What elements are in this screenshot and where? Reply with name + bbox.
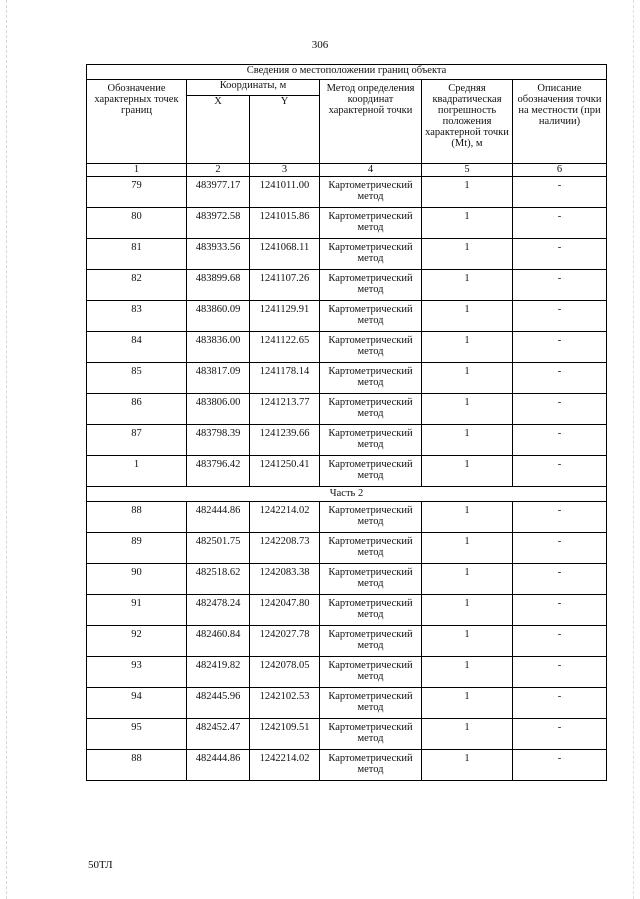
coord-y-cell: 1242027.78: [250, 626, 320, 657]
point-designation-cell: 83: [87, 301, 187, 332]
column-number: 3: [250, 164, 320, 177]
mean-error-cell: 1: [422, 657, 513, 688]
method-cell: Картометрический метод: [320, 533, 422, 564]
coord-x-cell: 483796.42: [187, 456, 250, 487]
coord-y-cell: 1241122.65: [250, 332, 320, 363]
coord-x-cell: 483972.58: [187, 208, 250, 239]
coord-x-cell: 482444.86: [187, 502, 250, 533]
mean-error-cell: 1: [422, 239, 513, 270]
point-description-cell: -: [513, 270, 607, 301]
coord-y-cell: 1242078.05: [250, 657, 320, 688]
table-row: [87, 626, 607, 657]
coord-x-cell: 482444.86: [187, 750, 250, 781]
point-description-cell: -: [513, 502, 607, 533]
mean-error-cell: 1: [422, 425, 513, 456]
coord-y-cell: 1241239.66: [250, 425, 320, 456]
coord-x-cell: 483817.09: [187, 363, 250, 394]
footer-code: 50ТЛ: [88, 859, 113, 871]
point-designation-cell: 92: [87, 626, 187, 657]
coord-x-cell: 483836.00: [187, 332, 250, 363]
table-row: [87, 332, 607, 363]
point-description-cell: -: [513, 332, 607, 363]
table-row: [87, 301, 607, 332]
coord-y-cell: 1242208.73: [250, 533, 320, 564]
column-number: 5: [422, 164, 513, 177]
method-cell: Картометрический метод: [320, 719, 422, 750]
column-number: 4: [320, 164, 422, 177]
mean-error-cell: 1: [422, 688, 513, 719]
coord-x-cell: 482445.96: [187, 688, 250, 719]
point-description-cell: -: [513, 719, 607, 750]
mean-error-cell: 1: [422, 301, 513, 332]
point-designation-cell: 91: [87, 595, 187, 626]
point-description-cell: -: [513, 688, 607, 719]
method-cell: Картометрический метод: [320, 239, 422, 270]
mean-error-cell: 1: [422, 177, 513, 208]
method-cell: Картометрический метод: [320, 208, 422, 239]
coord-x-cell: 482452.47: [187, 719, 250, 750]
coord-y-cell: 1242102.53: [250, 688, 320, 719]
header-description: Описание обозначения точки на местности (при наличии): [513, 80, 607, 164]
mean-error-cell: 1: [422, 750, 513, 781]
coord-x-cell: 483933.56: [187, 239, 250, 270]
point-designation-cell: 80: [87, 208, 187, 239]
mean-error-cell: 1: [422, 332, 513, 363]
table-row: [87, 239, 607, 270]
table-row: [87, 595, 607, 626]
coord-y-cell: 1241178.14: [250, 363, 320, 394]
point-designation-cell: 84: [87, 332, 187, 363]
page-edge-right: [633, 0, 634, 899]
point-description-cell: -: [513, 177, 607, 208]
point-description-cell: -: [513, 425, 607, 456]
coord-y-cell: 1242083.38: [250, 564, 320, 595]
mean-error-cell: 1: [422, 564, 513, 595]
method-cell: Картометрический метод: [320, 626, 422, 657]
part-label: Часть 2: [87, 487, 607, 502]
column-number: 1: [87, 164, 187, 177]
table-row: [87, 394, 607, 425]
point-designation-cell: 93: [87, 657, 187, 688]
coord-x-cell: 483860.09: [187, 301, 250, 332]
table-row: [87, 208, 607, 239]
point-designation-cell: 1: [87, 456, 187, 487]
boundary-table: [86, 64, 607, 781]
page-number: 306: [311, 39, 329, 51]
mean-error-cell: 1: [422, 533, 513, 564]
coord-y-cell: 1242214.02: [250, 502, 320, 533]
point-description-cell: -: [513, 564, 607, 595]
point-designation-cell: 88: [87, 502, 187, 533]
column-number-row: [87, 164, 607, 177]
coord-x-cell: 482518.62: [187, 564, 250, 595]
coord-y-cell: 1241068.11: [250, 239, 320, 270]
point-description-cell: -: [513, 750, 607, 781]
point-designation-cell: 89: [87, 533, 187, 564]
coord-y-cell: 1242214.02: [250, 750, 320, 781]
table-title: Сведения о местоположении границ объекта: [87, 65, 607, 80]
method-cell: Картометрический метод: [320, 750, 422, 781]
point-description-cell: -: [513, 208, 607, 239]
table-row: [87, 177, 607, 208]
point-designation-cell: 86: [87, 394, 187, 425]
method-cell: Картометрический метод: [320, 363, 422, 394]
point-description-cell: -: [513, 456, 607, 487]
method-cell: Картометрический метод: [320, 270, 422, 301]
point-description-cell: -: [513, 533, 607, 564]
page-edge-left: [6, 0, 7, 899]
point-description-cell: -: [513, 394, 607, 425]
point-description-cell: -: [513, 301, 607, 332]
table-row: [87, 502, 607, 533]
method-cell: Картометрический метод: [320, 564, 422, 595]
header-point-designation: Обозначение характерных точек границ: [87, 80, 187, 164]
coord-x-cell: 483806.00: [187, 394, 250, 425]
table-row: [87, 564, 607, 595]
coord-y-cell: 1241107.26: [250, 270, 320, 301]
coord-y-cell: 1241213.77: [250, 394, 320, 425]
coord-y-cell: 1241250.41: [250, 456, 320, 487]
method-cell: Картометрический метод: [320, 177, 422, 208]
table-row: [87, 425, 607, 456]
point-designation-cell: 79: [87, 177, 187, 208]
mean-error-cell: 1: [422, 208, 513, 239]
column-number: 2: [187, 164, 250, 177]
mean-error-cell: 1: [422, 363, 513, 394]
point-description-cell: -: [513, 363, 607, 394]
point-designation-cell: 87: [87, 425, 187, 456]
coord-y-cell: 1241015.86: [250, 208, 320, 239]
mean-error-cell: 1: [422, 719, 513, 750]
mean-error-cell: 1: [422, 502, 513, 533]
point-description-cell: -: [513, 239, 607, 270]
table-row: [87, 456, 607, 487]
coord-x-cell: 483899.68: [187, 270, 250, 301]
mean-error-cell: 1: [422, 595, 513, 626]
table-row: [87, 270, 607, 301]
table-row: [87, 363, 607, 394]
method-cell: Картометрический метод: [320, 502, 422, 533]
coord-x-cell: 482501.75: [187, 533, 250, 564]
coord-y-cell: 1241129.91: [250, 301, 320, 332]
coord-y-cell: 1242109.51: [250, 719, 320, 750]
point-designation-cell: 85: [87, 363, 187, 394]
method-cell: Картометрический метод: [320, 688, 422, 719]
point-designation-cell: 95: [87, 719, 187, 750]
coord-y-cell: 1241011.00: [250, 177, 320, 208]
header-x: X: [187, 96, 250, 164]
coord-x-cell: 483798.39: [187, 425, 250, 456]
method-cell: Картометрический метод: [320, 595, 422, 626]
method-cell: Картометрический метод: [320, 456, 422, 487]
header-method: Метод определения координат характерной точки: [320, 80, 422, 164]
part-divider-row: [87, 487, 607, 502]
mean-error-cell: 1: [422, 626, 513, 657]
column-number: 6: [513, 164, 607, 177]
mean-error-cell: 1: [422, 394, 513, 425]
method-cell: Картометрический метод: [320, 394, 422, 425]
method-cell: Картометрический метод: [320, 657, 422, 688]
point-description-cell: -: [513, 595, 607, 626]
point-description-cell: -: [513, 657, 607, 688]
mean-error-cell: 1: [422, 270, 513, 301]
point-description-cell: -: [513, 626, 607, 657]
table-row: [87, 688, 607, 719]
point-designation-cell: 88: [87, 750, 187, 781]
point-designation-cell: 94: [87, 688, 187, 719]
coord-x-cell: 482419.82: [187, 657, 250, 688]
table-row: [87, 750, 607, 781]
table-row: [87, 533, 607, 564]
method-cell: Картометрический метод: [320, 425, 422, 456]
method-cell: Картометрический метод: [320, 332, 422, 363]
header-coordinates: Координаты, м: [187, 80, 320, 96]
header-y: Y: [250, 96, 320, 164]
table-row: [87, 719, 607, 750]
method-cell: Картометрический метод: [320, 301, 422, 332]
table-row: [87, 657, 607, 688]
point-designation-cell: 90: [87, 564, 187, 595]
coord-y-cell: 1242047.80: [250, 595, 320, 626]
mean-error-cell: 1: [422, 456, 513, 487]
point-designation-cell: 82: [87, 270, 187, 301]
point-designation-cell: 81: [87, 239, 187, 270]
coord-x-cell: 482460.84: [187, 626, 250, 657]
coord-x-cell: 483977.17: [187, 177, 250, 208]
header-mean-error: Средняя квадратическая погрешность положения характерной точки (Mt), м: [422, 80, 513, 164]
coord-x-cell: 482478.24: [187, 595, 250, 626]
